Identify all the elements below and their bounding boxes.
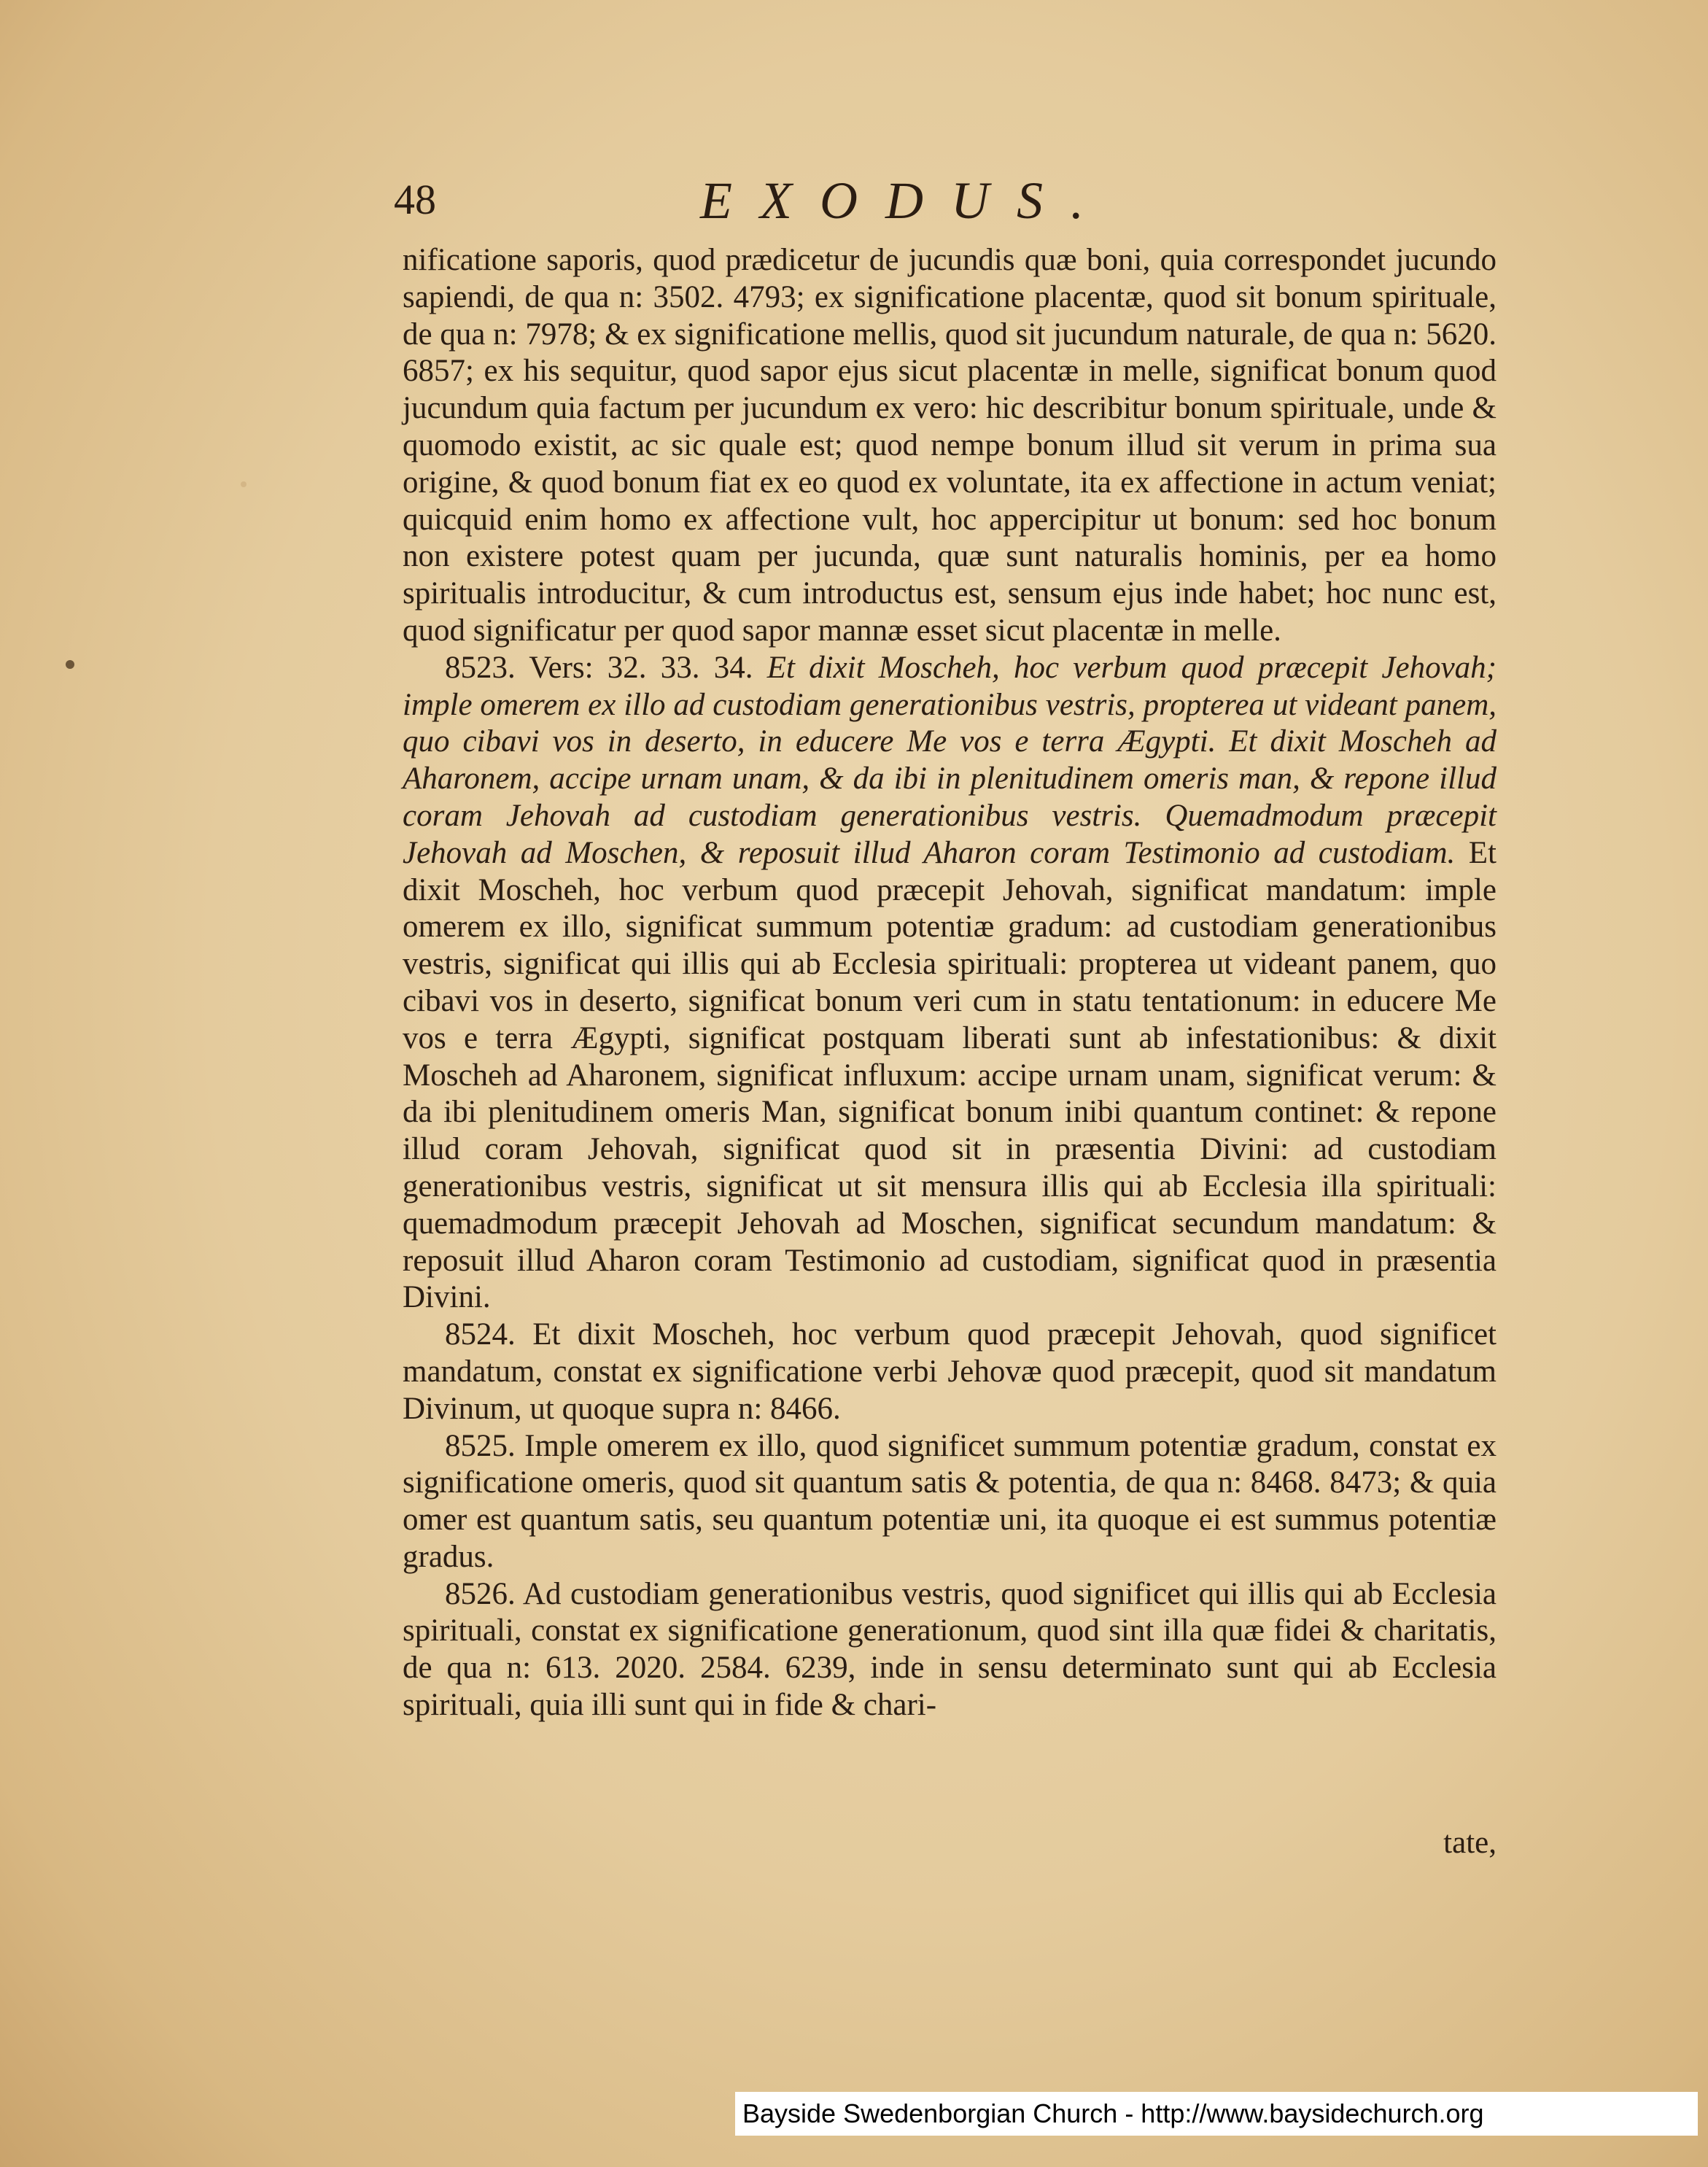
text-segment: 8525. Imple omerem ex illo, quod significet summum potentiæ gradum, constat ex significatione omeris, quod sit quantum satis & potentia, de qua n: 8468. 8473; & quia omer est quantum satis, seu quantum potentiæ uni, ita quoque ei est summus potentiæ gradus. xyxy=(403,1428,1497,1574)
text-segment: 8526. Ad custodiam generationibus vestris, quod significet qui illis qui ab Ecclesia spirituali, constat ex significatione generationum, quod sint illa quæ fidei & charitatis, de qua n: 613. 2020. 2584. 6239, inde in sensu determinato sunt qui ab Ecclesia spirituali, quia illi sunt qui in fide & chari- xyxy=(403,1576,1497,1723)
paragraph xyxy=(403,1576,1497,1724)
page-number: 48 xyxy=(394,176,436,223)
text-segment: 8523. Vers: 32. 33. 34. xyxy=(445,650,767,685)
foxing-spot xyxy=(241,481,247,487)
body-text xyxy=(403,242,1497,1724)
running-title: EXODUS. xyxy=(700,171,1111,230)
foxing-spot xyxy=(66,660,74,669)
text-segment: nificatione saporis, quod prædicetur de jucundis quæ boni, quia correspondet jucundo sapiendi, de qua n: 3502. 4793; ex significatione placentæ, quod sit bonum spirituale, de qua n: 7978; & ex significatione mellis, quod sit jucundum naturale, de qua n: 5620. 6857; ex his sequitur, quod sapor ejus sicut placentæ in melle, significat bonum quod jucundum quia factum per jucundum ex vero: hic describitur bonum spirituale, unde & quomodo existit, ac sic quale est; quod nempe bonum illud sit verum in prima sua origine, & quod bonum fiat ex eo quod ex voluntate, ita ex affectione in actum veniat; quicquid enim homo ex affectione vult, hoc appercipitur ut bonum: sed hoc bonum non existere potest quam per jucunda, quæ sunt naturalis hominis, per ea homo spiritualis introducitur, & cum introductus est, sensum ejus inde habet; hoc nunc est, quod significatur per quod sapor mannæ esset sicut placentæ in melle. xyxy=(403,243,1497,648)
text-segment: 8524. Et dixit Moscheh, hoc verbum quod præcepit Jehovah, quod significet mandatum, constat ex significatione verbi Jehovæ quod præcepit, quod sit mandatum Divinum, ut quoque supra n: 8466. xyxy=(403,1317,1497,1426)
paragraph xyxy=(403,650,1497,1317)
paragraph xyxy=(403,242,1497,650)
text-segment: Et dixit Moscheh, hoc verbum quod præcepit Jehovah, significat mandatum: imple omerem ex illo, significat summum potentiæ gradum: ad custodiam generationibus vestris, significat qui illis qui ab Ecclesia spirituali: propterea ut videant panem, quo cibavi vos in deserto, significat bonum veri cum in statu tentationum: in educere Me vos e terra Ægypti, significat postquam liberati sunt ab infestationibus: & dixit Moscheh ad Aharonem, significat influxum: accipe urnam unam, significat verum: & da ibi plenitudinem omeris Man, significat bonum inibi quantum continet: & repone illud coram Jehovah, significat quod sit in præsentia Divini: ad custodiam generationibus vestris, significat ut sit mensura illis qui ab Ecclesia illa spirituali: quemadmodum præcepit Jehovah ad Moschen, significat secundum mandatum: & reposuit illud Aharon coram Testimonio ad custodiam, significat quod in præsentia Divini. xyxy=(403,835,1497,1315)
italic-segment: Et dixit Moscheh, hoc verbum quod præcepit Jehovah; imple omerem ex illo ad custodiam generationibus vestris, propterea ut videant panem, quo cibavi vos in deserto, in educere Me vos e terra Ægypti. Et dixit Moscheh ad Aharonem, accipe urnam unam, & da ibi in plenitudinem omeris man, & repone illud coram Jehovah ad custodiam generationibus vestris. Quemadmodum præcepit Jehovah ad Moschen, & reposuit illud Aharon coram Testimonio ad custodiam. xyxy=(403,650,1497,870)
watermark-credit: Bayside Swedenborgian Church - http://www.baysidechurch.org xyxy=(735,2092,1698,2136)
catchword: tate, xyxy=(1443,1826,1497,1860)
page-header xyxy=(394,171,1196,241)
paragraph xyxy=(403,1317,1497,1427)
paragraph xyxy=(403,1428,1497,1576)
